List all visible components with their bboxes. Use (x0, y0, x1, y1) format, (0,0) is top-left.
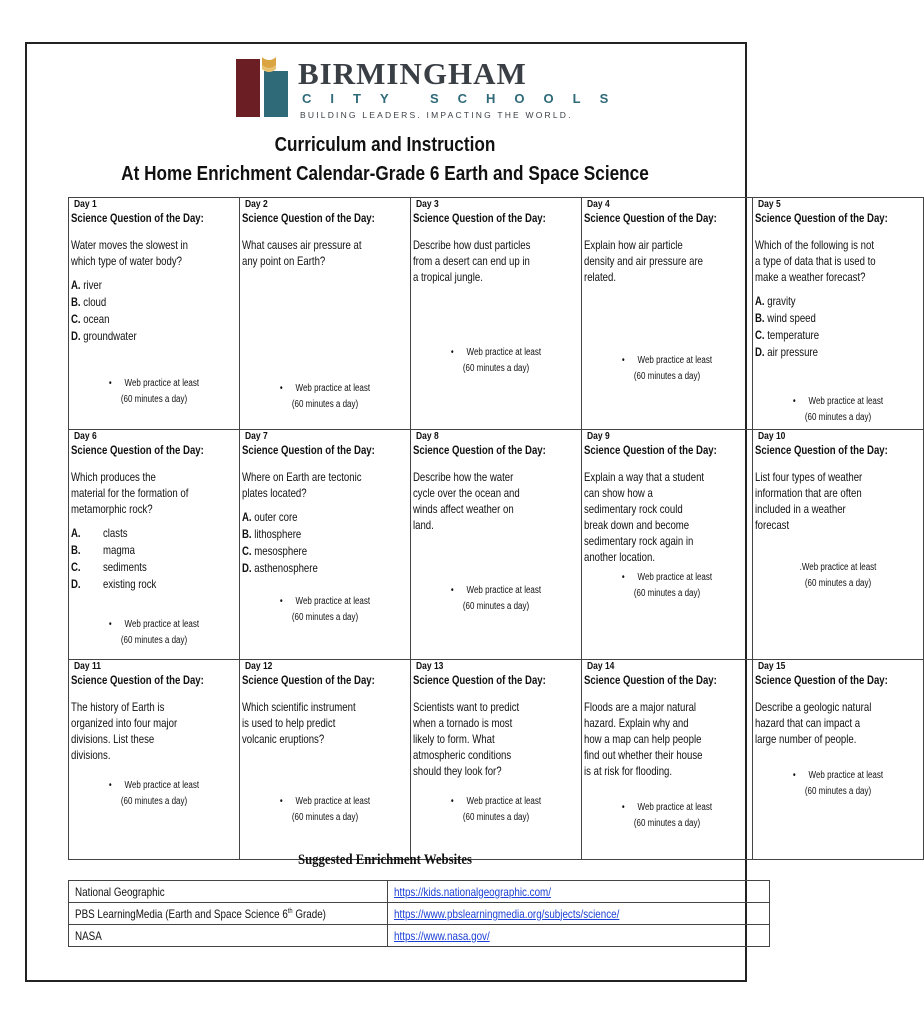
answer-option: B. cloud (71, 295, 107, 309)
bullet-icon: • (279, 796, 283, 807)
day-label: Day 6 (74, 431, 97, 442)
answer-option: B. lithosphere (242, 527, 302, 541)
question-text: Which scientific instrument is used to help predict volcanic eruptions? (242, 700, 356, 746)
bullet-icon: • (108, 780, 112, 791)
answer-option: D. groundwater (71, 329, 137, 343)
enrichment-calendar (68, 197, 924, 860)
answer-options (71, 277, 193, 345)
web-practice-note: • Web practice at least (60 minutes a day) (279, 596, 371, 623)
website-row (69, 925, 770, 947)
answer-option: A. gravity (755, 294, 796, 308)
website-link[interactable]: https://www.pbslearningmedia.org/subjects/science/ (394, 906, 620, 921)
day-label: Day 1 (74, 199, 97, 210)
day-label: Day 9 (587, 431, 610, 442)
day-label: Day 12 (245, 661, 273, 672)
answer-options (755, 293, 877, 361)
web-practice-note: • Web practice at least (60 minutes a day) (622, 802, 713, 829)
bullet-icon: • (622, 802, 625, 813)
web-practice-note: • Web practice at least (60 minutes a day) (793, 396, 884, 423)
day-label: Day 14 (587, 661, 615, 672)
websites-table (68, 880, 770, 947)
bullet-icon: • (451, 585, 454, 596)
logo-emblem-icon (232, 55, 292, 119)
science-question-label: Science Question of the Day: (242, 211, 375, 225)
calendar-day-cell (240, 198, 411, 430)
science-question-label: Science Question of the Day: (71, 443, 204, 457)
answer-option: C. sediments (71, 560, 147, 574)
calendar-day-cell (753, 660, 924, 860)
websites-heading: Suggested Enrichment Websites (297, 852, 473, 868)
calendar-day-cell (69, 660, 240, 860)
answer-option: D. asthenosphere (242, 561, 318, 575)
web-practice-note: • Web practice at least (60 minutes a day) (622, 572, 713, 599)
logo-name: BIRMINGHAM (298, 56, 527, 91)
answer-option: B. wind speed (755, 311, 817, 325)
science-question-label: Science Question of the Day: (755, 673, 889, 687)
science-question-label: Science Question of the Day: (413, 443, 546, 457)
science-question-label: Science Question of the Day: (242, 443, 375, 457)
day-label: Day 4 (587, 199, 610, 210)
web-practice-note: • Web practice at least (60 minutes a day) (451, 796, 542, 823)
calendar-day-cell (582, 430, 753, 660)
question-text: Scientists want to predict when a tornado is most likely to form. What atmospheric conditions should they look for? (413, 700, 520, 778)
website-row (69, 903, 770, 925)
calendar-day-cell (411, 198, 582, 430)
bullet-icon: • (622, 572, 625, 583)
website-link[interactable]: https://www.nasa.gov/ (394, 928, 490, 943)
web-practice-note: • Web practice at least (60 minutes a day) (793, 770, 884, 797)
calendar-week-row (69, 198, 924, 430)
question-text: Which of the following is not a type of data that is used to make a weather forecast? (755, 238, 876, 284)
web-practice-note: • Web practice at least (60 minutes a day) (451, 347, 542, 374)
calendar-week-row (69, 660, 924, 860)
answer-option: D. existing rock (71, 577, 157, 591)
science-question-label: Science Question of the Day: (755, 211, 889, 225)
science-question-label: Science Question of the Day: (584, 443, 717, 457)
answer-option: B. magma (71, 543, 136, 557)
day-label: Day 13 (416, 661, 444, 672)
answer-options (71, 525, 193, 593)
answer-option: D. air pressure (755, 345, 819, 359)
day-label: Day 5 (758, 199, 781, 210)
science-question-label: Science Question of the Day: (755, 443, 889, 457)
website-link[interactable]: https://kids.nationalgeographic.com/ (394, 884, 552, 899)
page-subtitle: At Home Enrichment Calendar-Grade 6 Earth and Space Science (121, 163, 649, 185)
bullet-icon: • (451, 347, 454, 358)
science-question-label: Science Question of the Day: (584, 211, 717, 225)
question-text: The history of Earth is organized into four major divisions. List these divisions. (71, 700, 178, 762)
logo-tagline: BUILDING LEADERS. IMPACTING THE WORLD. (300, 110, 573, 120)
web-practice-note: • Web practice at least (60 minutes a day) (108, 780, 200, 807)
website-name: PBS LearningMedia (Earth and Space Science 6th Grade) (75, 906, 326, 921)
bullet-icon: • (451, 796, 454, 807)
calendar-day-cell (240, 660, 411, 860)
web-practice-note: • Web practice at least (60 minutes a day) (622, 355, 713, 382)
website-row (69, 881, 770, 903)
question-text: Describe a geologic natural hazard that can impact a large number of people. (755, 700, 872, 746)
web-practice-note: • Web practice at least (60 minutes a day) (451, 585, 542, 612)
calendar-day-cell (69, 198, 240, 430)
logo-subname: CITY SCHOOLS (302, 91, 628, 106)
website-name: NASA (75, 928, 102, 943)
day-label: Day 7 (245, 431, 268, 442)
answer-option: A. outer core (242, 510, 298, 524)
calendar-week-row (69, 430, 924, 660)
day-label: Day 15 (758, 661, 786, 672)
calendar-day-cell (411, 660, 582, 860)
answer-options (242, 509, 364, 577)
answer-option: C. temperature (755, 328, 820, 342)
question-text: What causes air pressure at any point on Earth? (242, 238, 362, 268)
day-label: Day 11 (74, 661, 101, 672)
calendar-day-cell (411, 430, 582, 660)
question-text: Which produces the material for the formation of metamorphic rock? (71, 470, 189, 516)
answer-option: C. mesosphere (242, 544, 308, 558)
science-question-label: Science Question of the Day: (71, 673, 204, 687)
web-practice-note: • Web practice at least (60 minutes a day) (108, 378, 200, 405)
calendar-day-cell (582, 660, 753, 860)
calendar-day-cell (69, 430, 240, 660)
answer-option: C. ocean (71, 312, 110, 326)
web-practice-note: .Web practice at least (60 minutes a day) (799, 562, 877, 589)
question-text: Explain how air particle density and air pressure are related. (584, 238, 704, 284)
question-text: List four types of weather information that are often included in a weather forecast (755, 470, 863, 532)
bullet-icon: • (279, 596, 283, 607)
question-text: Water moves the slowest in which type of water body? (71, 238, 189, 268)
website-name: National Geographic (75, 884, 165, 899)
day-label: Day 10 (758, 431, 786, 442)
calendar-day-cell (753, 198, 924, 430)
science-question-label: Science Question of the Day: (413, 673, 546, 687)
answer-option: A. clasts (71, 526, 128, 540)
question-text: Describe how the water cycle over the ocean and winds affect weather on land. (413, 470, 520, 532)
calendar-day-cell (753, 430, 924, 660)
day-label: Day 8 (416, 431, 439, 442)
question-text: Describe how dust particles from a desert can end up in a tropical jungle. (413, 238, 531, 284)
question-text: Explain a way that a student can show how a sedimentary rock could break down and become sedimentary rock again in another location. (584, 470, 705, 564)
web-practice-note: • Web practice at least (60 minutes a day) (279, 383, 371, 410)
answer-option: A. river (71, 278, 102, 292)
day-label: Day 2 (245, 199, 268, 210)
bullet-icon: • (108, 378, 112, 389)
bullet-icon: • (279, 383, 283, 394)
page-title: Curriculum and Instruction (274, 134, 496, 156)
bullet-icon: • (793, 396, 796, 407)
calendar-day-cell (240, 430, 411, 660)
web-practice-note: • Web practice at least (60 minutes a day) (279, 796, 371, 823)
day-label: Day 3 (416, 199, 439, 210)
calendar-day-cell (582, 198, 753, 430)
bullet-icon: • (622, 355, 625, 366)
question-text: Floods are a major natural hazard. Explain why and how a map can help people find out whether their house is at risk for flooding. (584, 700, 703, 778)
web-practice-note: • Web practice at least (60 minutes a day) (108, 619, 200, 646)
district-logo (232, 55, 628, 120)
bullet-icon: • (108, 619, 112, 630)
question-text: Where on Earth are tectonic plates located? (242, 470, 362, 500)
science-question-label: Science Question of the Day: (413, 211, 546, 225)
bullet-icon: • (793, 770, 796, 781)
science-question-label: Science Question of the Day: (242, 673, 375, 687)
science-question-label: Science Question of the Day: (584, 673, 717, 687)
science-question-label: Science Question of the Day: (71, 211, 204, 225)
